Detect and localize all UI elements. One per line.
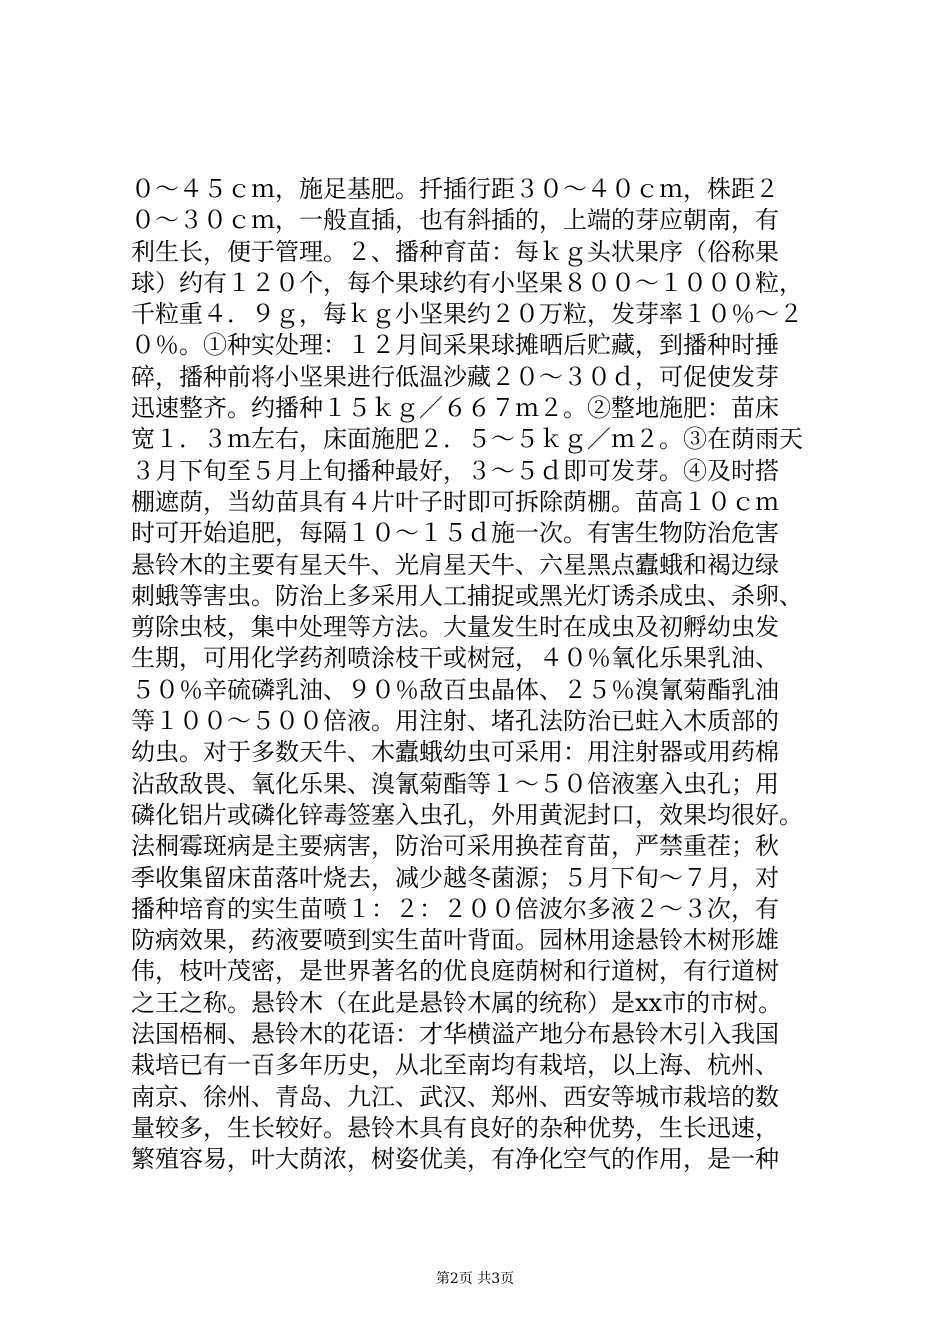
text-line: ５０％辛硫磷乳油、９０％敌百虫晶体、２５％溴氰菊酯乳油 xyxy=(131,675,779,704)
page-number-footer: 第2页 共3页 xyxy=(435,1271,515,1287)
document-body xyxy=(131,174,831,1176)
text-line: 碎，播种前将小坚果进行低温沙藏２０～３０ｄ，可促使发芽 xyxy=(131,362,779,391)
text-line: 利生长，便于管理。２、播种育苗：每ｋｇ头状果序（俗称果 xyxy=(131,237,779,266)
text-line: 千粒重４．９ｇ，每ｋｇ小坚果约２０万粒，发芽率１０％～２ xyxy=(131,300,803,329)
text-line: 等１００～５００倍液。用注射、堵孔法防治已蛀入木质部的 xyxy=(131,707,779,736)
text-line: ０～４５ｃｍ，施足基肥。扦插行距３０～４０ｃｍ，株距２ xyxy=(131,175,779,203)
text-line: 伟，枝叶茂密，是世界著名的优良庭荫树和行道树，有行道树 xyxy=(131,957,779,986)
text-line: 法国梧桐、悬铃木的花语：才华横溢产地分布悬铃木引入我国 xyxy=(131,1020,779,1049)
text-line: 繁殖容易，叶大荫浓，树姿优美，有净化空气的作用，是一种 xyxy=(131,1145,779,1174)
text-line: 宽１．３ｍ左右，床面施肥２．５～５ｋｇ／ｍ２。③在荫雨天 xyxy=(131,425,803,454)
text-line: 时可开始追肥，每隔１０～１５ｄ施一次。有害生物防治危害 xyxy=(131,519,779,548)
text-line: 季收集留床苗落叶烧去，减少越冬菌源；５月下旬～７月，对 xyxy=(131,863,779,892)
text-line: 量较多，生长较好。悬铃木具有良好的杂种优势，生长迅速， xyxy=(131,1113,779,1142)
text-line: 刺蛾等害虫。防治上多采用人工捕捉或黑光灯诱杀成虫、杀卵、 xyxy=(131,581,803,610)
text-line: ０～３０ｃｍ，一般直插，也有斜插的，上端的芽应朝南，有 xyxy=(131,206,779,235)
text-line: 剪除虫枝，集中处理等方法。大量发生时在成虫及初孵幼虫发 xyxy=(131,613,779,642)
text-line: ０％。①种实处理：１２月间采果球摊晒后贮藏，到播种时捶 xyxy=(131,331,779,360)
text-line: 法桐霉斑病是主要病害，防治可采用换茬育苗，严禁重茬；秋 xyxy=(131,832,779,861)
text-line: 播种培育的实生苗喷１：２：２００倍波尔多液２～３次，有 xyxy=(131,894,779,923)
text-line: 之王之称。悬铃木（在此是悬铃木属的统称）是xx市的市树。 xyxy=(131,988,783,1017)
text-line: 栽培已有一百多年历史，从北至南均有栽培，以上海、杭州、 xyxy=(131,1051,779,1080)
text-line: 悬铃木的主要有星天牛、光肩星天牛、六星黑点蠹蛾和褐边绿 xyxy=(131,550,779,579)
text-line: 棚遮荫，当幼苗具有４片叶子时即可拆除荫棚。苗高１０ｃｍ xyxy=(131,487,779,516)
text-line: 迅速整齐。约播种１５ｋｇ／６６７ｍ２。②整地施肥：苗床 xyxy=(131,394,779,423)
text-line: 幼虫。对于多数天牛、木蠹蛾幼虫可采用：用注射器或用药棉 xyxy=(131,738,779,767)
text-line: 生期，可用化学药剂喷涂枝干或树冠，４０％氧化乐果乳油、 xyxy=(131,644,779,673)
text-line: ３月下旬至５月上旬播种最好，３～５ｄ即可发芽。④及时搭 xyxy=(131,456,779,485)
text-line: 沾敌敌畏、氧化乐果、溴氰菊酯等１～５０倍液塞入虫孔；用 xyxy=(131,769,779,798)
text-line: 磷化铝片或磷化锌毒签塞入虫孔，外用黄泥封口，效果均很好。 xyxy=(131,800,803,829)
text-line: 南京、徐州、青岛、九江、武汉、郑州、西安等城市栽培的数 xyxy=(131,1082,779,1111)
text-line: 防病效果，药液要喷到实生苗叶背面。园林用途悬铃木树形雄 xyxy=(131,926,779,955)
text-line: 球）约有１２０个，每个果球约有小坚果８００～１０００粒， xyxy=(131,268,803,297)
